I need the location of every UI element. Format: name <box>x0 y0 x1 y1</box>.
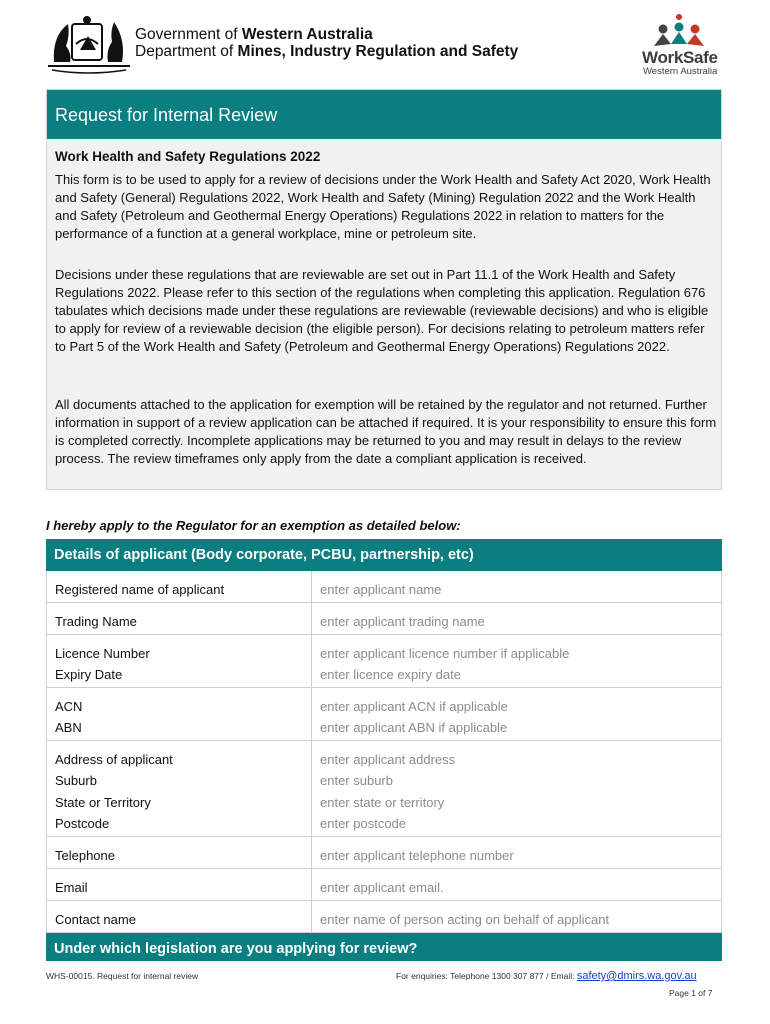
page-number: Page 1 of 7 <box>669 988 713 998</box>
intro-subtitle: Work Health and Safety Regulations 2022 <box>55 149 321 164</box>
abn-field[interactable]: enter applicant ABN if applicable <box>320 720 508 736</box>
section-heading-applicant: Details of applicant (Body corporate, PCBU, partnership, etc) <box>46 539 722 571</box>
field-label: Telephone <box>47 837 312 868</box>
table-row <box>46 603 722 635</box>
applicant-name-field[interactable]: enter applicant name <box>320 582 442 597</box>
applicant-details-table <box>46 539 722 961</box>
table-row <box>46 688 722 741</box>
acn-abn-fields[interactable] <box>312 688 721 740</box>
state-field[interactable]: enter state or territory <box>320 794 445 810</box>
acn-field[interactable]: enter applicant ACN if applicable <box>320 699 508 714</box>
field-label: Licence Number Expiry Date <box>47 635 312 687</box>
section-heading-legislation: Under which legislation are you applying for review? <box>46 933 722 961</box>
page-title: Request for Internal Review <box>47 90 721 139</box>
intro-paragraph-3: All documents attached to the application for exemption will be retained by the regulator and not returned. Further information in support of a review application can be attached if required. It is your responsibility to ensure this form is completed correctly. Incomplete applications may be returned to you and may result in delays to the review process. The review timeframes only apply from the date a compliant application is received. <box>55 397 717 466</box>
telephone-field[interactable]: enter applicant telephone number <box>320 848 514 863</box>
field-label: Address of applicant Suburb State or Territory Postcode <box>47 741 312 836</box>
worksafe-name: WorkSafe <box>642 48 718 67</box>
licence-fields[interactable] <box>312 635 721 687</box>
table-row <box>46 837 722 869</box>
contact-name-field[interactable]: enter name of person acting on behalf of applicant <box>320 912 610 927</box>
intro-paragraph-2: Decisions under these regulations that are reviewable are set out in Part 11.1 of the Work Health and Safety Regulations 2022. Please refer to this section of the regulations when completing this application. Regulation 676 tabulates which decisions made under these regulations are reviewable (reviewable decisions) and who is eligible to apply for review of a reviewable decision (the eligible person). For decisions relating to petroleum matters refer to Part 5 of the Work Health and Safety (Petroleum and Geothermal Energy Operations) Regulations 2022. <box>55 267 709 354</box>
table-row <box>46 901 722 933</box>
field-label: Contact name <box>47 901 312 932</box>
field-label: ACN ABN <box>47 688 312 740</box>
table-row <box>46 571 722 603</box>
page-header <box>0 0 770 86</box>
trading-name-field[interactable]: enter applicant trading name <box>320 614 485 629</box>
intro-box <box>46 89 722 490</box>
address-field[interactable]: enter applicant address <box>320 752 456 767</box>
licence-expiry-field[interactable]: enter licence expiry date <box>320 667 461 683</box>
wa-crest-logo <box>46 14 132 76</box>
support-email-link[interactable]: safety@dmirs.wa.gov.au <box>576 970 697 982</box>
table-row <box>46 741 722 837</box>
government-title: Government of Western Australia Department of Mines, Industry Regulation and Safety <box>135 26 519 60</box>
licence-number-field[interactable]: enter applicant licence number if applicable <box>320 646 570 661</box>
field-label: Email <box>47 869 312 900</box>
table-row <box>46 869 722 901</box>
worksafe-subtitle: Western Australia <box>643 66 718 77</box>
intro-paragraph-1: This form is to be used to apply for a review of decisions under the Work Health and Safety Act 2020, Work Health and Safety (General) Regulations 2022, Work Health and Safety (Mining) Regulation 2022 and the Work Health and Safety (Petroleum and Geothermal Energy Operations) Regulations 2022 in relation to matters for the performance of a function at a general workplace, mine or petroleum site. <box>55 172 711 241</box>
declaration-statement: I hereby apply to the Regulator for an exemption as detailed below: <box>46 518 461 533</box>
email-field[interactable]: enter applicant email. <box>320 880 444 895</box>
suburb-field[interactable]: enter suburb <box>320 773 393 789</box>
field-label: Trading Name <box>47 603 312 634</box>
footer-form-code: WHS-00015. Request for internal review <box>46 971 199 981</box>
field-label: Registered name of applicant <box>47 571 312 602</box>
footer-enquiries: For enquiries: Telephone 1300 307 877 / Email: safety@dmirs.wa.gov.au <box>396 970 697 982</box>
table-row <box>46 635 722 688</box>
postcode-field[interactable]: enter postcode <box>320 815 407 831</box>
address-fields[interactable] <box>312 741 721 836</box>
